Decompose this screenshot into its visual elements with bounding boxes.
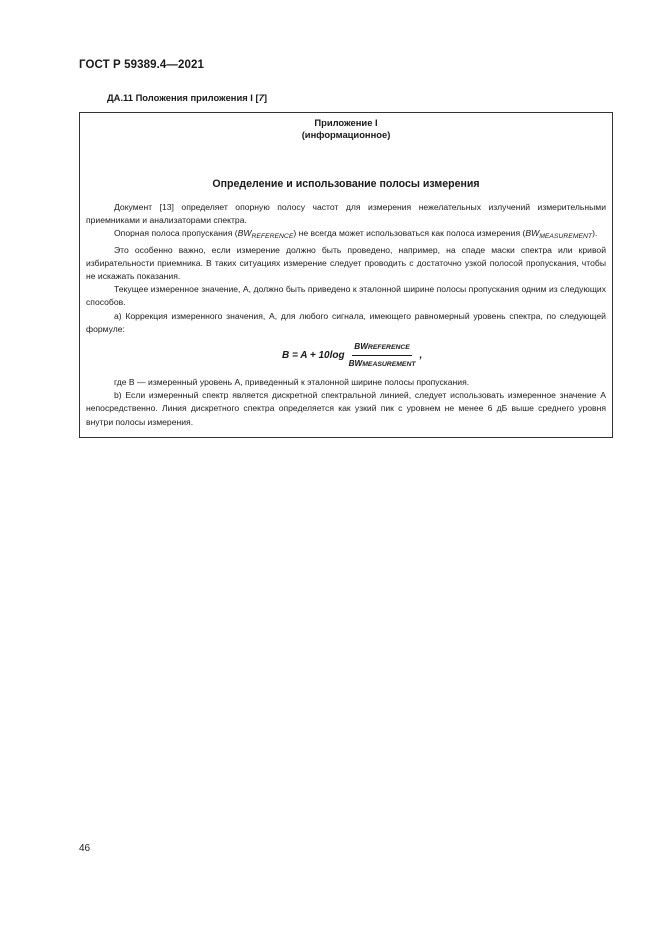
formula-num-bw: BW — [354, 342, 368, 352]
appendix-frame — [79, 112, 613, 438]
p2-text-a: Опорная полоса пропускания ( — [114, 228, 238, 239]
paragraph-7: b) Если измеренный спектр является дискретной спектральной линией, следует использовать измеренное значение А непосредственно. Линия дискретного спектра определяется как узкий пик с уровнем не менее 6 дБ выше среднего уровня внутри полосы измерения. — [86, 390, 606, 427]
p2-sub-measurement: MEASUREMENT — [539, 233, 593, 241]
formula — [282, 340, 422, 371]
paragraph-3: Это особенно важно, если измерение должно быть проведено, например, на спаде маски спектра или кривой избирательности приемника. В таких ситуациях измерение следует проводить с достаточно узкой полосой пропускания, чтобы не искажать показания. — [86, 244, 606, 282]
p2-bw-reference: BW — [237, 228, 252, 239]
paragraph-5: а) Коррекция измеренного значения, А, для любого сигнала, имеющего равномерный уровень спектра, по следующей формуле: — [86, 310, 606, 334]
p2-text-c: ). — [592, 228, 598, 239]
appendix-heading: Определение и использование полосы измерения — [212, 178, 480, 190]
formula-fraction — [347, 340, 418, 371]
paragraph-6: где В — измеренный уровень А, приведенный к эталонной ширине полосы пропускания. — [114, 377, 470, 388]
formula-numerator — [352, 340, 412, 356]
page-number: 46 — [79, 843, 91, 854]
p2-sub-reference: REFERENCE — [251, 233, 294, 241]
formula-lhs: B = A + 10log — [282, 350, 345, 362]
p2-bw-measurement: BW — [525, 228, 540, 239]
formula-denominator — [347, 356, 418, 371]
appendix-subtitle: (информационное) — [301, 129, 391, 140]
paragraph-4: Текущее измеренное значение, А, должно быть приведено к эталонной ширине полосы пропускания одним из следующих способов. — [86, 284, 606, 308]
formula-row — [86, 336, 606, 376]
formula-num-sub: REFERENCE — [367, 344, 410, 352]
section-heading-suffix: ] — [263, 92, 267, 103]
appendix-body — [86, 201, 606, 429]
paragraph-2 — [86, 227, 606, 243]
formula-den-bw: BW — [348, 359, 363, 369]
formula-den-sub: MEASUREMENT — [362, 361, 416, 369]
paragraph-1: Документ [13] определяет опорную полосу частот для измерения нежелательных излучений измерительными приемниками и анализаторами спектра. — [86, 202, 606, 226]
p2-text-b: ) не всегда может использоваться как полоса измерения ( — [293, 228, 526, 239]
standard-code: ГОСТ Р 59389.4—2021 — [79, 59, 204, 71]
section-heading-ref: 7 — [258, 92, 264, 103]
section-heading — [107, 92, 267, 103]
appendix-title: Приложение I — [314, 117, 378, 128]
section-heading-prefix: ДА.11 Положения приложения I [ — [107, 92, 259, 103]
formula-tail: , — [419, 350, 423, 362]
